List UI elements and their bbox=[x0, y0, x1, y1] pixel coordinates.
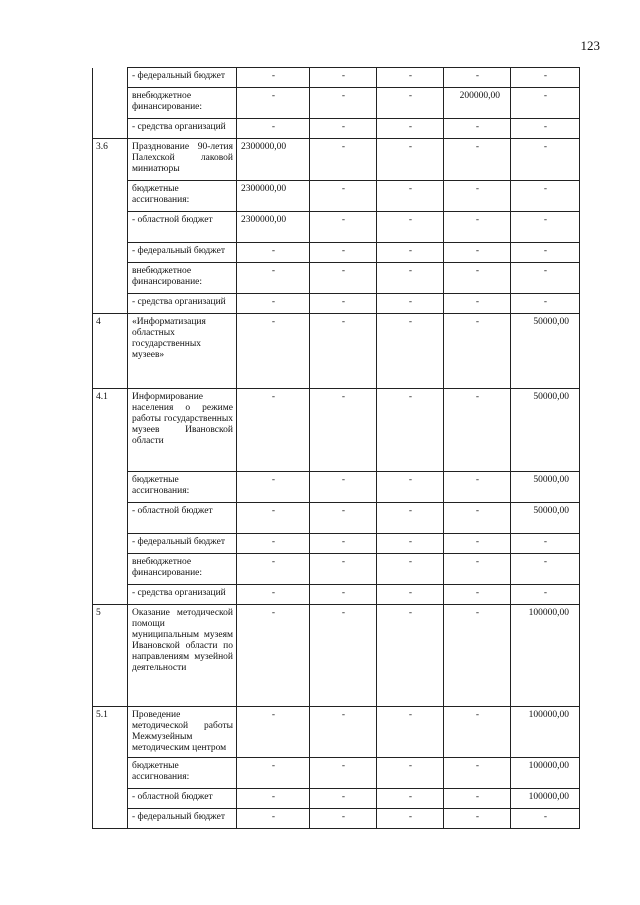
amount-cell-1: - bbox=[237, 707, 310, 758]
amount-cell-4: - bbox=[444, 263, 511, 294]
item-name: внебюджетное финансирование: bbox=[128, 554, 237, 585]
row-number bbox=[93, 554, 128, 585]
row-number bbox=[93, 243, 128, 263]
amount-cell-5: 50000,00 bbox=[511, 314, 580, 389]
amount-cell-5: 100000,00 bbox=[511, 605, 580, 707]
amount-cell-1: - bbox=[237, 809, 310, 829]
amount-cell-2: - bbox=[310, 389, 377, 472]
amount-cell-1: 2300000,00 bbox=[237, 139, 310, 181]
amount-cell-5: - bbox=[511, 554, 580, 585]
row-number: 5.1 bbox=[93, 707, 128, 758]
amount-cell-4: - bbox=[444, 68, 511, 88]
table-row bbox=[93, 212, 580, 243]
item-name: - областной бюджет bbox=[128, 789, 237, 809]
amount-cell-2: - bbox=[310, 263, 377, 294]
amount-cell-2: - bbox=[310, 503, 377, 534]
row-number bbox=[93, 534, 128, 554]
table-row bbox=[93, 707, 580, 758]
item-name: - федеральный бюджет bbox=[128, 534, 237, 554]
amount-cell-5: 100000,00 bbox=[511, 789, 580, 809]
amount-cell-2: - bbox=[310, 139, 377, 181]
item-name: Информирование населения о режиме работы государственных музеев Ивановской области bbox=[128, 389, 237, 472]
row-number bbox=[93, 212, 128, 243]
row-number: 5 bbox=[93, 605, 128, 707]
table-row bbox=[93, 472, 580, 503]
amount-cell-3: - bbox=[377, 243, 444, 263]
amount-cell-2: - bbox=[310, 181, 377, 212]
table-row bbox=[93, 758, 580, 789]
amount-cell-3: - bbox=[377, 139, 444, 181]
amount-cell-1: - bbox=[237, 314, 310, 389]
amount-cell-1: - bbox=[237, 389, 310, 472]
amount-cell-1: - bbox=[237, 88, 310, 119]
item-name: - средства организаций bbox=[128, 585, 237, 605]
amount-cell-2: - bbox=[310, 88, 377, 119]
amount-cell-3: - bbox=[377, 585, 444, 605]
amount-cell-5: - bbox=[511, 585, 580, 605]
amount-cell-3: - bbox=[377, 212, 444, 243]
table-row bbox=[93, 554, 580, 585]
budget-table bbox=[92, 67, 580, 829]
amount-cell-5: - bbox=[511, 119, 580, 139]
item-name: - средства организаций bbox=[128, 119, 237, 139]
amount-cell-5: - bbox=[511, 809, 580, 829]
item-name: внебюджетное финансирование: bbox=[128, 88, 237, 119]
row-number bbox=[93, 472, 128, 503]
amount-cell-1: - bbox=[237, 534, 310, 554]
amount-cell-2: - bbox=[310, 554, 377, 585]
table-row bbox=[93, 243, 580, 263]
table-body bbox=[93, 68, 580, 829]
item-name: Проведение методической работы Межмузейным методическим центром bbox=[128, 707, 237, 758]
amount-cell-4: 200000,00 bbox=[444, 88, 511, 119]
amount-cell-3: - bbox=[377, 707, 444, 758]
amount-cell-1: 2300000,00 bbox=[237, 212, 310, 243]
row-number: 4 bbox=[93, 314, 128, 389]
amount-cell-2: - bbox=[310, 68, 377, 88]
amount-cell-1: - bbox=[237, 585, 310, 605]
table-row bbox=[93, 534, 580, 554]
amount-cell-4: - bbox=[444, 472, 511, 503]
amount-cell-5: - bbox=[511, 534, 580, 554]
amount-cell-4: - bbox=[444, 585, 511, 605]
amount-cell-3: - bbox=[377, 534, 444, 554]
amount-cell-1: 2300000,00 bbox=[237, 181, 310, 212]
amount-cell-3: - bbox=[377, 503, 444, 534]
amount-cell-3: - bbox=[377, 88, 444, 119]
amount-cell-4: - bbox=[444, 294, 511, 314]
amount-cell-5: - bbox=[511, 181, 580, 212]
amount-cell-2: - bbox=[310, 789, 377, 809]
amount-cell-5: 100000,00 bbox=[511, 758, 580, 789]
table-row bbox=[93, 809, 580, 829]
amount-cell-2: - bbox=[310, 243, 377, 263]
amount-cell-1: - bbox=[237, 605, 310, 707]
amount-cell-3: - bbox=[377, 605, 444, 707]
table-row bbox=[93, 68, 580, 88]
amount-cell-2: - bbox=[310, 212, 377, 243]
table-row bbox=[93, 585, 580, 605]
amount-cell-4: - bbox=[444, 554, 511, 585]
amount-cell-4: - bbox=[444, 181, 511, 212]
amount-cell-1: - bbox=[237, 243, 310, 263]
table-row bbox=[93, 181, 580, 212]
row-number bbox=[93, 88, 128, 119]
item-name: внебюджетное финансирование: bbox=[128, 263, 237, 294]
amount-cell-3: - bbox=[377, 389, 444, 472]
amount-cell-5: 50000,00 bbox=[511, 472, 580, 503]
amount-cell-5: - bbox=[511, 294, 580, 314]
amount-cell-5: - bbox=[511, 139, 580, 181]
amount-cell-4: - bbox=[444, 243, 511, 263]
row-number bbox=[93, 294, 128, 314]
item-name: «Информатизация областных государственных музеев» bbox=[128, 314, 237, 389]
amount-cell-3: - bbox=[377, 181, 444, 212]
amount-cell-1: - bbox=[237, 503, 310, 534]
table-row bbox=[93, 389, 580, 472]
row-number bbox=[93, 263, 128, 294]
item-name: - федеральный бюджет bbox=[128, 809, 237, 829]
table-row bbox=[93, 88, 580, 119]
item-name: бюджетные ассигнования: bbox=[128, 181, 237, 212]
amount-cell-3: - bbox=[377, 472, 444, 503]
item-name: бюджетные ассигнования: bbox=[128, 472, 237, 503]
amount-cell-4: - bbox=[444, 212, 511, 243]
amount-cell-3: - bbox=[377, 68, 444, 88]
amount-cell-3: - bbox=[377, 263, 444, 294]
amount-cell-3: - bbox=[377, 809, 444, 829]
table-row bbox=[93, 139, 580, 181]
item-name: Празднование 90-летия Палехской лаковой миниатюры bbox=[128, 139, 237, 181]
amount-cell-1: - bbox=[237, 68, 310, 88]
amount-cell-2: - bbox=[310, 585, 377, 605]
amount-cell-1: - bbox=[237, 472, 310, 503]
amount-cell-5: - bbox=[511, 212, 580, 243]
table-row bbox=[93, 789, 580, 809]
row-number bbox=[93, 758, 128, 789]
amount-cell-5: - bbox=[511, 88, 580, 119]
amount-cell-5: 100000,00 bbox=[511, 707, 580, 758]
row-number bbox=[93, 68, 128, 88]
row-number: 4.1 bbox=[93, 389, 128, 472]
amount-cell-2: - bbox=[310, 472, 377, 503]
item-name: - федеральный бюджет bbox=[128, 243, 237, 263]
amount-cell-4: - bbox=[444, 389, 511, 472]
amount-cell-3: - bbox=[377, 554, 444, 585]
row-number bbox=[93, 809, 128, 829]
amount-cell-5: 50000,00 bbox=[511, 503, 580, 534]
amount-cell-5: 50000,00 bbox=[511, 389, 580, 472]
amount-cell-1: - bbox=[237, 554, 310, 585]
row-number bbox=[93, 585, 128, 605]
row-number bbox=[93, 789, 128, 809]
row-number: 3.6 bbox=[93, 139, 128, 181]
amount-cell-5: - bbox=[511, 243, 580, 263]
amount-cell-4: - bbox=[444, 758, 511, 789]
table-row bbox=[93, 119, 580, 139]
amount-cell-4: - bbox=[444, 503, 511, 534]
table-row bbox=[93, 314, 580, 389]
amount-cell-3: - bbox=[377, 789, 444, 809]
amount-cell-4: - bbox=[444, 809, 511, 829]
amount-cell-4: - bbox=[444, 605, 511, 707]
amount-cell-4: - bbox=[444, 314, 511, 389]
amount-cell-4: - bbox=[444, 534, 511, 554]
table-row bbox=[93, 263, 580, 294]
item-name: Оказание методической помощи муниципальным музеям Ивановской области по направлениям музейной деятельности bbox=[128, 605, 237, 707]
row-number bbox=[93, 503, 128, 534]
amount-cell-2: - bbox=[310, 605, 377, 707]
item-name: - областной бюджет bbox=[128, 212, 237, 243]
amount-cell-3: - bbox=[377, 294, 444, 314]
table-row bbox=[93, 294, 580, 314]
amount-cell-3: - bbox=[377, 119, 444, 139]
page-number: 123 bbox=[580, 38, 600, 53]
amount-cell-4: - bbox=[444, 789, 511, 809]
table-row bbox=[93, 503, 580, 534]
amount-cell-2: - bbox=[310, 707, 377, 758]
amount-cell-3: - bbox=[377, 758, 444, 789]
amount-cell-4: - bbox=[444, 119, 511, 139]
row-number bbox=[93, 119, 128, 139]
amount-cell-5: - bbox=[511, 68, 580, 88]
amount-cell-1: - bbox=[237, 789, 310, 809]
amount-cell-5: - bbox=[511, 263, 580, 294]
item-name: - областной бюджет bbox=[128, 503, 237, 534]
amount-cell-1: - bbox=[237, 758, 310, 789]
item-name: бюджетные ассигнования: bbox=[128, 758, 237, 789]
item-name: - средства организаций bbox=[128, 294, 237, 314]
amount-cell-2: - bbox=[310, 119, 377, 139]
amount-cell-1: - bbox=[237, 263, 310, 294]
item-name: - федеральный бюджет bbox=[128, 68, 237, 88]
table-row bbox=[93, 605, 580, 707]
amount-cell-2: - bbox=[310, 758, 377, 789]
amount-cell-1: - bbox=[237, 294, 310, 314]
amount-cell-3: - bbox=[377, 314, 444, 389]
amount-cell-1: - bbox=[237, 119, 310, 139]
row-number bbox=[93, 181, 128, 212]
amount-cell-2: - bbox=[310, 314, 377, 389]
amount-cell-2: - bbox=[310, 809, 377, 829]
amount-cell-2: - bbox=[310, 294, 377, 314]
amount-cell-2: - bbox=[310, 534, 377, 554]
amount-cell-4: - bbox=[444, 139, 511, 181]
amount-cell-4: - bbox=[444, 707, 511, 758]
